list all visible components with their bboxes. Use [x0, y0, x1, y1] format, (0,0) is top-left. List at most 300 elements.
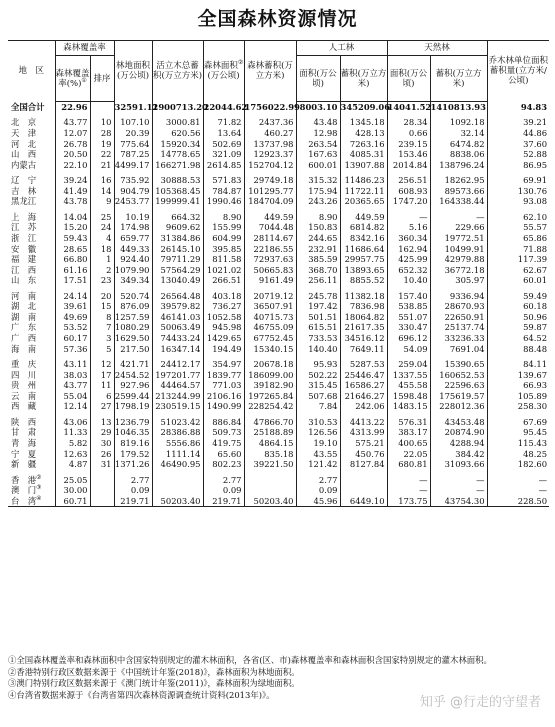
table-cell: 449.59 [340, 212, 387, 223]
region-name: 澳 门 [11, 485, 37, 496]
table-cell: 162.94 [387, 244, 430, 255]
table-cell: 1111.14 [152, 449, 203, 460]
table-cell: 28114.67 [244, 233, 296, 244]
region-cell [8, 139, 55, 150]
table-cell [152, 475, 203, 486]
table-cell: 15 [90, 301, 114, 312]
region-cell [8, 417, 55, 428]
table-cell: 22.96 [55, 102, 90, 113]
table-cell: 15340.15 [244, 344, 296, 355]
table-cell: 421.71 [114, 359, 152, 370]
table-cell: 8127.84 [340, 459, 387, 470]
footnote: ③澳门特别行政区数据来源于《澳门统计年鉴(2011)》，森林面积为绿地面积。 [8, 678, 300, 689]
table-cell: 1236.79 [114, 417, 152, 428]
region-name: 江 苏 [11, 222, 37, 233]
table-cell: 310.53 [296, 417, 340, 428]
table-cell: 509.73 [203, 427, 244, 438]
note-marker: ④ [36, 494, 42, 502]
table-cell: 43.11 [55, 359, 90, 370]
region-name: 香 港 [11, 474, 37, 485]
table-cell: 664.32 [152, 212, 203, 223]
table-cell: 107.10 [114, 117, 152, 128]
table-cell: 16586.27 [340, 380, 387, 391]
table-cell: 20.39 [114, 128, 152, 139]
table-cell: 8342.16 [340, 233, 387, 244]
table-cell: 538.85 [387, 301, 430, 312]
table-cell: 696.12 [387, 333, 430, 344]
table-cell: 43.06 [55, 417, 90, 428]
table-cell: 12 [90, 359, 114, 370]
table-cell: 1598.48 [387, 391, 430, 402]
table-cell: 43.77 [55, 380, 90, 391]
table-cell: 89573.66 [430, 186, 487, 197]
header-planted-area: 面积(万公顷) [296, 56, 340, 102]
table-cell: 197265.84 [244, 391, 296, 402]
table-cell: 2106.16 [203, 391, 244, 402]
table-cell: 811.58 [203, 254, 244, 265]
table-cell: 45.96 [296, 496, 340, 507]
table-cell: 5556.86 [152, 438, 203, 449]
table-cell: 31 [90, 459, 114, 470]
table-cell: 1345.18 [340, 117, 387, 128]
table-cell: 243.26 [296, 196, 340, 207]
table-cell: 455.58 [387, 380, 430, 391]
table-cell: 160652.53 [430, 370, 487, 381]
table-cell: 13737.98 [244, 139, 296, 150]
table-cell: 182.60 [517, 459, 548, 470]
table-cell: 10 [90, 117, 114, 128]
region-cell [8, 301, 55, 312]
header-region: 地 区 [8, 41, 55, 102]
table-cell: 37.60 [523, 138, 548, 149]
table-cell: 1046.35 [114, 427, 152, 438]
table-cell: 18262.95 [430, 175, 487, 186]
note-marker-2: ② [237, 59, 244, 67]
table-cell: 50203.40 [152, 496, 203, 507]
table-cell: 213244.99 [152, 391, 203, 402]
table-cell: 20.50 [55, 149, 90, 160]
table-cell: 9336.94 [430, 291, 487, 302]
header-forest-area [203, 41, 244, 102]
table-cell: — [430, 485, 487, 496]
table-cell: 30.00 [55, 485, 90, 496]
table-cell [90, 496, 114, 507]
table-cell: 4.87 [55, 459, 90, 470]
table-cell: 22186.55 [244, 244, 296, 255]
table-cell: 245.78 [296, 291, 340, 302]
table-cell: 43754.30 [430, 496, 487, 507]
table-cell: 502.69 [203, 139, 244, 150]
region-name: 天 津 [11, 127, 37, 138]
table-cell: 217.50 [114, 344, 152, 355]
table-row [8, 391, 549, 402]
table-cell: 22.05 [387, 449, 430, 460]
region-cell [8, 485, 55, 496]
table-cell: 59.43 [55, 233, 90, 244]
table-cell: 64.52 [523, 333, 548, 344]
table-cell: 60.17 [55, 333, 90, 344]
table-cell: 38.03 [55, 370, 90, 381]
table-row [8, 380, 549, 391]
region-name: 云 南 [11, 390, 37, 401]
table-cell: 259.04 [387, 359, 430, 370]
table-cell: 20874.90 [430, 427, 487, 438]
table-cell: 46490.95 [152, 459, 203, 470]
table-cell: 26564.48 [152, 291, 203, 302]
region-cell [8, 175, 55, 186]
table-cell: 13907.88 [340, 160, 387, 171]
table-cell: 419.75 [203, 438, 244, 449]
table-cell: 94.83 [520, 101, 548, 112]
region-name: 西 藏 [11, 401, 37, 412]
table-cell: 11486.23 [340, 175, 387, 186]
table-cell: 12.98 [296, 128, 340, 139]
table-cell: 263.54 [296, 139, 340, 150]
page-title: 全国森林资源情况 [197, 8, 358, 30]
table-row [8, 312, 549, 323]
table-row [8, 149, 549, 160]
region-cell [8, 244, 55, 255]
table-cell: 384.42 [430, 449, 487, 460]
table-cell: 152704.12 [244, 160, 296, 171]
table-cell: 25188.89 [244, 427, 296, 438]
table-cell: 47866.70 [244, 417, 296, 428]
table-cell: 26 [90, 449, 114, 460]
table-cell: 904.79 [114, 186, 152, 197]
table-cell: 2614.85 [203, 160, 244, 171]
table-cell: 460.27 [244, 128, 296, 139]
table-cell: 7 [90, 322, 114, 333]
table-cell: 5.16 [387, 222, 430, 233]
table-cell: 29957.75 [340, 254, 387, 265]
table-cell: 1839.77 [203, 370, 244, 381]
table-cell: 4864.15 [244, 438, 296, 449]
table-cell: 258.30 [517, 401, 548, 412]
footnote: ①全国森林覆盖率和森林面积中含国家特别规定的灌木林面积，各省(区、市)森林覆盖率和森林面积含国家特别规定的灌木林面积。 [8, 655, 492, 665]
table-cell: 28.34 [387, 117, 430, 128]
table-row [8, 359, 549, 370]
table-row [8, 212, 549, 223]
table-cell: 2 [90, 265, 114, 276]
table-cell: 25137.74 [430, 322, 487, 333]
table-cell: 43.77 [55, 117, 90, 128]
table-cell: 2453.77 [114, 196, 152, 207]
table-cell: 88.48 [523, 343, 548, 354]
header-forestland-area: 林地面积(万公顷) [114, 41, 152, 102]
table-cell: 65.86 [523, 232, 548, 243]
table-cell: 501.51 [296, 312, 340, 323]
table-cell: 305.97 [430, 275, 487, 286]
table-cell: 14 [90, 186, 114, 197]
table-cell: 239.15 [387, 139, 430, 150]
region-cell [8, 196, 55, 207]
region-cell [8, 459, 55, 470]
table-cell: 219.71 [203, 496, 244, 507]
table-cell: 354.97 [203, 359, 244, 370]
table-cell: 138796.24 [430, 160, 487, 171]
table-cell: 571.83 [203, 175, 244, 186]
table-cell: 157.40 [387, 291, 430, 302]
table-cell: 886.84 [203, 417, 244, 428]
table-cell [90, 475, 114, 486]
table-row [8, 344, 549, 355]
table-cell: 43.55 [296, 449, 340, 460]
region-name: 四 川 [11, 369, 37, 380]
table-row [8, 196, 549, 207]
table-cell: 15.20 [55, 222, 90, 233]
table-cell: 0.66 [387, 128, 430, 139]
table-cell: 4288.94 [430, 438, 487, 449]
header-per-unit-stock: 乔木林单位面积蓄积量(立方米/公顷) [487, 41, 549, 102]
table-cell: 819.16 [114, 438, 152, 449]
table-cell: 39221.50 [244, 459, 296, 470]
table-cell: 228254.42 [244, 401, 296, 412]
table-row [8, 254, 549, 265]
table-cell: 1092.18 [430, 117, 487, 128]
header-planted-forest: 人工林 [296, 41, 387, 56]
table-cell: 23 [90, 275, 114, 286]
table-cell: 802.23 [203, 459, 244, 470]
table-row [8, 160, 549, 171]
table-cell: 57.36 [55, 344, 90, 355]
table-cell: 1629.50 [114, 333, 152, 344]
table-cell: 2.77 [203, 475, 244, 486]
header-forest-stock: 森林蓄积(万立方米) [244, 41, 296, 102]
table-cell: 4085.31 [340, 149, 387, 160]
note-marker: ② [36, 473, 42, 481]
table-cell: 175.94 [296, 186, 340, 197]
table-cell: 40715.73 [244, 312, 296, 323]
table-cell: 20678.18 [244, 359, 296, 370]
table-cell: 349.34 [114, 275, 152, 286]
table-body [8, 102, 549, 507]
table-cell: 8838.06 [430, 149, 487, 160]
table-cell: 12.63 [55, 449, 90, 460]
region-name: 台 湾 [11, 495, 37, 506]
table-cell: 449.33 [114, 244, 152, 255]
table-row [8, 427, 549, 438]
table-cell: 179.52 [114, 449, 152, 460]
table-cell: 229.66 [430, 222, 487, 233]
table-cell: 86.95 [523, 159, 548, 170]
watermark: 知乎 @行走的守望者 [419, 695, 541, 710]
table-cell: 41.49 [55, 186, 90, 197]
table-cell: 2.77 [114, 475, 152, 486]
table-cell: 32591.12 [114, 101, 159, 112]
region-cell [8, 291, 55, 302]
header-planted-stock: 蓄积(万立方米) [340, 56, 387, 102]
region-cell [8, 475, 55, 486]
table-cell: 54.09 [387, 344, 430, 355]
table-cell: 2454.52 [114, 370, 152, 381]
table-row-total [8, 102, 549, 113]
table-cell: 22.10 [55, 160, 90, 171]
table-cell: 32.14 [430, 128, 487, 139]
table-cell: 14.04 [55, 212, 90, 223]
region-name: 陕 西 [11, 416, 37, 427]
table-cell: 48.25 [523, 448, 548, 459]
table-cell [152, 485, 203, 496]
table-cell: 1079.90 [114, 265, 152, 276]
table-cell: 39.21 [523, 117, 548, 128]
table-cell: 67.69 [523, 416, 548, 427]
table-cell: 1371.26 [114, 459, 152, 470]
table-cell: 8003.10 [296, 102, 340, 113]
table-cell: 575.21 [340, 438, 387, 449]
table-cell [244, 485, 296, 496]
table-row [8, 401, 549, 412]
table-cell: 39579.82 [152, 301, 203, 312]
table-row [8, 291, 549, 302]
table-cell: 121.42 [296, 459, 340, 470]
table-cell: 4499.17 [114, 160, 152, 171]
table-row [8, 233, 549, 244]
table-cell: 26145.10 [152, 244, 203, 255]
region-cell [8, 449, 55, 460]
table-cell: 232.91 [296, 244, 340, 255]
table-cell: 39.61 [55, 301, 90, 312]
table-cell: 28386.88 [152, 427, 203, 438]
table-row [8, 370, 549, 381]
table-cell: 44.86 [523, 127, 548, 138]
table-cell: 1798.19 [114, 401, 152, 412]
table-row [8, 449, 549, 460]
table-cell: 9161.49 [244, 275, 296, 286]
table-cell: 1900713.20 [152, 101, 208, 112]
table-row [8, 244, 549, 255]
table-cell: 395.85 [203, 244, 244, 255]
table-cell: 55.57 [523, 222, 548, 233]
table-cell: 60.01 [523, 275, 548, 286]
table-cell: 659.77 [114, 233, 152, 244]
table-cell: 7836.98 [340, 301, 387, 312]
table-cell: 60.71 [55, 496, 90, 507]
table-cell: 139.67 [517, 369, 548, 380]
table-cell: 29749.18 [244, 175, 296, 186]
table-cell: 428.13 [340, 128, 387, 139]
table-row [8, 175, 549, 186]
table-cell: 1483.15 [387, 401, 430, 412]
table-cell: 62.10 [523, 211, 548, 222]
table-cell: 256.51 [387, 175, 430, 186]
table-cell: 5 [90, 344, 114, 355]
table-cell: 11 [90, 380, 114, 391]
table-row [8, 275, 549, 286]
table-cell: 20719.12 [244, 291, 296, 302]
table-cell: 652.32 [387, 265, 430, 276]
table-cell: 57564.29 [152, 265, 203, 276]
table-cell: 775.64 [114, 139, 152, 150]
table-cell: 736.27 [203, 301, 244, 312]
table-cell: 7691.04 [430, 344, 487, 355]
table-cell: 21 [90, 160, 114, 171]
region-cell [8, 312, 55, 323]
table-cell [340, 475, 387, 486]
region-cell [8, 496, 55, 507]
header-forest-coverage: 森林覆盖率 [55, 41, 114, 56]
region-cell [8, 265, 55, 276]
table-cell: 368.70 [296, 265, 340, 276]
table-cell: 1052.58 [203, 312, 244, 323]
region-name: 山 东 [11, 275, 37, 286]
table-row [8, 475, 549, 486]
table-cell: 5287.53 [340, 359, 387, 370]
table-cell: 6449.10 [340, 496, 387, 507]
table-cell: 59.87 [523, 322, 548, 333]
region-cell [8, 128, 55, 139]
region-name: 湖 南 [11, 311, 37, 322]
header-natural-forest: 天然林 [387, 41, 487, 56]
table-cell: 450.76 [340, 449, 387, 460]
table-cell: 79711.29 [152, 254, 203, 265]
table-cell: 42979.88 [430, 254, 487, 265]
table-cell: 21646.27 [340, 391, 387, 402]
table-cell: 31093.66 [430, 459, 487, 470]
table-cell: 101295.77 [244, 186, 296, 197]
table-cell: 6474.82 [430, 139, 487, 150]
table-cell: 25446.47 [340, 370, 387, 381]
table-cell: 43.48 [296, 117, 340, 128]
table-cell: 197201.77 [152, 370, 203, 381]
table-cell: 167.63 [296, 149, 340, 160]
region-cell [8, 401, 55, 412]
table-cell: 36772.18 [430, 265, 487, 276]
table-cell: 787.25 [114, 149, 152, 160]
table-cell: 33236.33 [430, 333, 487, 344]
table-cell: 21617.35 [340, 322, 387, 333]
table-cell: 4313.99 [340, 427, 387, 438]
region-name: 江 西 [11, 264, 37, 275]
table-row [8, 333, 549, 344]
table-cell: 69.91 [523, 175, 548, 186]
table-cell: 61.16 [55, 265, 90, 276]
region-cell [8, 149, 55, 160]
table-cell: 1 [90, 254, 114, 265]
table-cell: 22 [90, 149, 114, 160]
table-cell: 117.39 [517, 254, 548, 265]
table-cell: 8855.52 [340, 275, 387, 286]
table-cell: 4 [90, 233, 114, 244]
table-cell: 7649.11 [340, 344, 387, 355]
table-cell: 66.80 [55, 254, 90, 265]
table-cell: 0.09 [203, 485, 244, 496]
table-cell: 55.04 [55, 391, 90, 402]
table-cell: 50665.83 [244, 265, 296, 276]
table-cell: 600.01 [296, 160, 340, 171]
table-cell: 93.08 [523, 196, 548, 207]
table-cell: 10.40 [387, 275, 430, 286]
header-forest-area-unit: (万公顷) [207, 71, 240, 82]
table-cell: 1747.20 [387, 196, 430, 207]
table-cell: 507.68 [296, 391, 340, 402]
table-cell: 11722.11 [340, 186, 387, 197]
table-cell: 230519.15 [152, 401, 203, 412]
table-cell: 46755.09 [244, 322, 296, 333]
table-cell: 95.93 [296, 359, 340, 370]
region-name: 宁 夏 [11, 448, 37, 459]
table-cell: 385.59 [296, 254, 340, 265]
table-cell: 2014.84 [387, 160, 430, 171]
table-cell: 22044.62 [203, 101, 248, 112]
region-name: 浙 江 [11, 232, 37, 243]
table-cell: 71.88 [523, 243, 548, 254]
table-cell: 615.51 [296, 322, 340, 333]
table-cell: 26.78 [55, 139, 90, 150]
table-row [8, 322, 549, 333]
table-cell: 140.40 [296, 344, 340, 355]
table-cell: 13.64 [203, 128, 244, 139]
region-cell [8, 438, 55, 449]
